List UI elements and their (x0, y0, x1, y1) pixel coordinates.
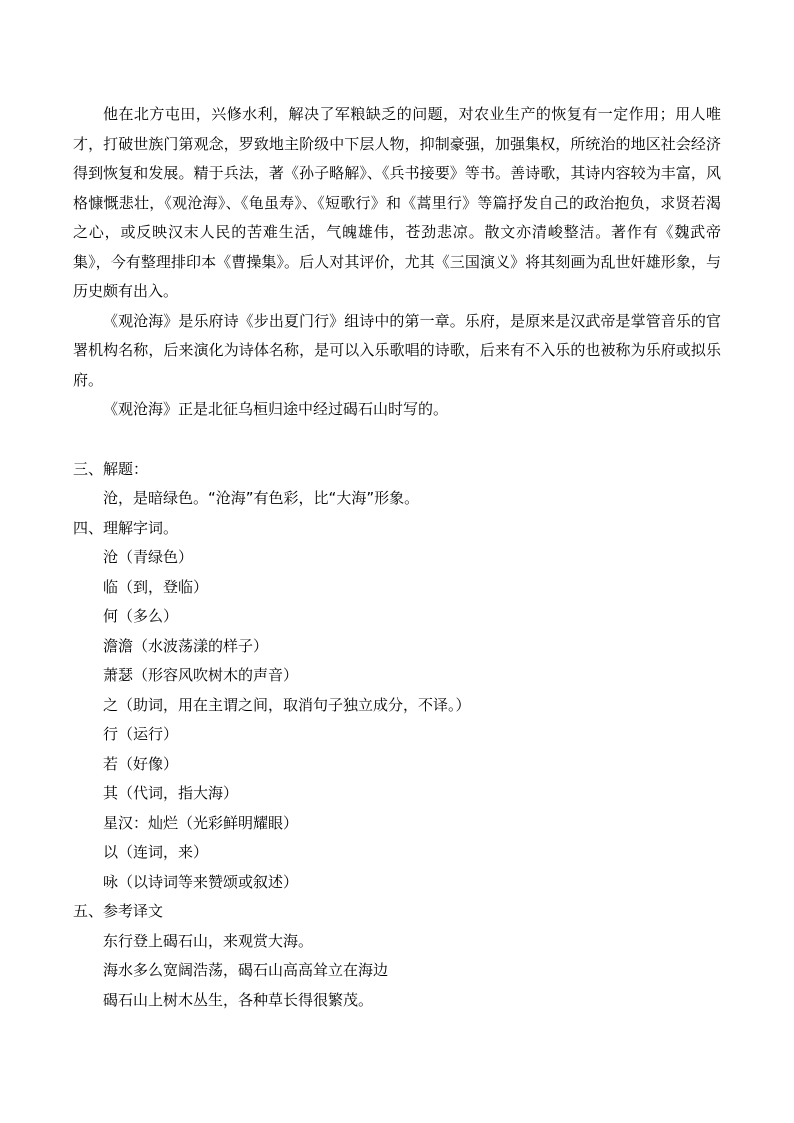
translation-line: 东行登上碣石山，来观赏大海。 (103, 931, 314, 950)
vocabulary-item: 临（到，登临） (103, 577, 209, 596)
vocabulary-item: 星汉：灿烂（光彩鲜明耀眼） (103, 813, 299, 832)
vocabulary-item: 其（代词，指大海） (103, 784, 239, 802)
intro-paragraph-1: 他在北方屯田，兴修水利，解决了军粮缺乏的问题，对农业生产的恢复有一定作用；用人唯才，打破世族门第观念，罗致地主阶级中下层人物，抑制豪强，加强集权，所统治的地区社会经济得到恢复和发展。精于兵法，著《孙子略解》、《兵书接要》等书。善诗歌，其诗内容较为丰富，风格慷慨悲壮，《观沧海》、《龟虽寿》、《短歌行》和《蒿里行》等篇抒发自己的政治抱负，求贤若渴之心，或反映汉末人民的苦难生活，气魄雄伟，苍劲悲凉。散文亦清峻整洁。著作有《魏武帝集》，今有整理排印本《曹操集》。后人对其评价，尤其《三国演义》将其刻画为乱世奸雄形象，与历史颇有出入。 (73, 105, 721, 300)
vocabulary-item: 何（多么） (103, 607, 179, 625)
document-page (73, 100, 721, 1015)
section-3-heading: 三、解题： (73, 459, 149, 478)
vocabulary-item: 澹澹（水波荡漾的样子） (103, 636, 269, 655)
vocabulary-item: 沧（青绿色） (103, 548, 194, 566)
vocabulary-list (73, 543, 721, 897)
translation-line: 海水多么宽阔浩荡，碣石山高高耸立在海边 (103, 961, 389, 979)
vocabulary-item: 行（运行） (103, 725, 179, 743)
vocabulary-item: 萧瑟（形容风吹树木的声音） (103, 666, 299, 684)
vocabulary-item: 之（助词，用在主谓之间，取消句子独立成分，不译。） (103, 695, 471, 714)
intro-paragraph-2: 《观沧海》是乐府诗《步出夏门行》组诗中的第一章。乐府，是原来是汉武帝是掌管音乐的官署机构名称，后来演化为诗体名称，是可以入乐歌唱的诗歌，后来有不入乐的也被称为乐府或拟乐府。 (73, 311, 721, 389)
blank-line (73, 425, 721, 455)
section-5-heading: 五、参考译文 (73, 902, 164, 920)
vocabulary-item: 咏（以诗词等来赞颂或叙述） (103, 872, 299, 891)
vocabulary-item: 若（好像） (103, 754, 179, 773)
vocabulary-item: 以（连词，来） (103, 843, 209, 861)
section-4-heading: 四、理解字词。 (73, 518, 179, 537)
intro-paragraph-3: 《观沧海》正是北征乌桓归途中经过碣石山时写的。 (103, 400, 449, 418)
translation-line: 碣石山上树木丛生，各种草长得很繁茂。 (103, 990, 374, 1009)
section-3-text: 沧，是暗绿色。“沧海”有色彩，比“大海”形象。 (103, 489, 420, 507)
translation-lines (73, 927, 721, 1016)
